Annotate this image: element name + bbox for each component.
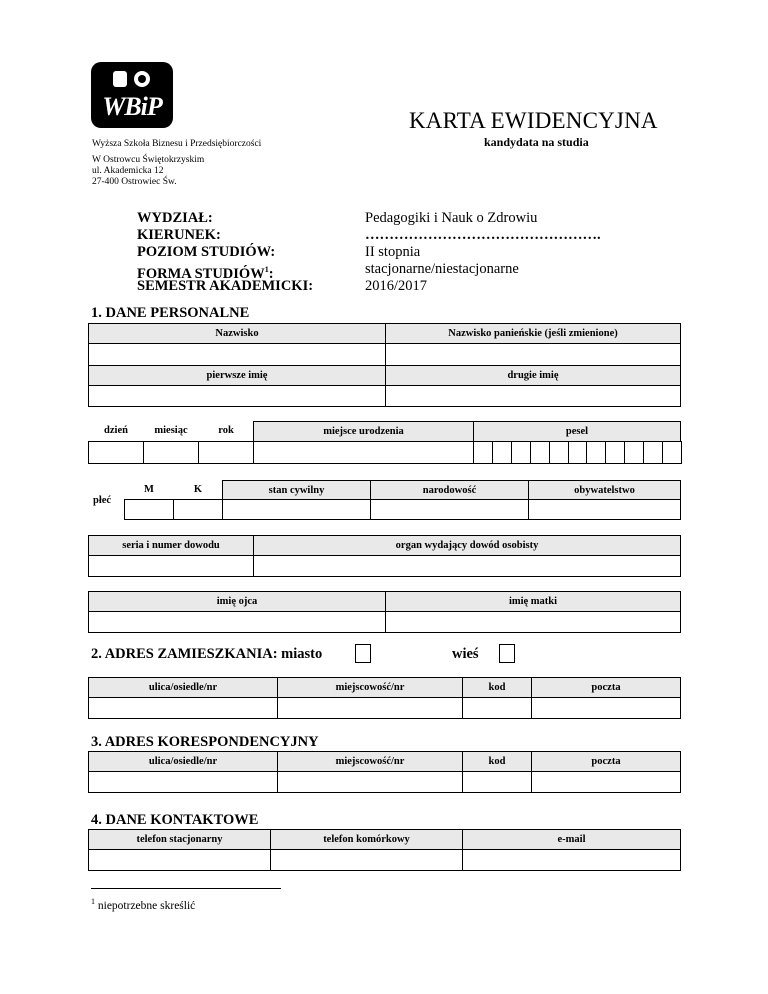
crest-icon	[109, 68, 155, 90]
post-office-header: poczta	[531, 677, 681, 698]
footnote	[91, 897, 195, 912]
corr-postcode-field[interactable]	[462, 771, 532, 793]
nationality-field[interactable]	[370, 499, 529, 520]
section-1-title: 1. DANE PERSONALNE	[91, 305, 250, 321]
faculty-value: Pedagogiki i Nauk o Zdrowiu	[365, 210, 538, 226]
year-header: rok	[218, 425, 234, 436]
major-value: ………………………………………….	[365, 227, 601, 243]
pesel-digit-box[interactable]	[473, 441, 493, 464]
pesel-digit-box[interactable]	[662, 441, 682, 464]
post-office-field[interactable]	[531, 697, 681, 719]
mobile-header: telefon komórkowy	[270, 829, 463, 850]
school-name: Wyższa Szkoła Biznesu i Przedsiębiorczości	[92, 139, 262, 149]
school-logo	[91, 62, 173, 128]
corr-street-field[interactable]	[88, 771, 278, 793]
id-number-field[interactable]	[88, 555, 254, 577]
id-issuer-field[interactable]	[253, 555, 681, 577]
postcode-field[interactable]	[462, 697, 532, 719]
id-number-header: seria i numer dowodu	[88, 535, 254, 556]
email-field[interactable]	[462, 849, 681, 871]
level-label: POZIOM STUDIÓW:	[137, 244, 276, 260]
semester-value: 2016/2017	[365, 278, 428, 294]
postcode-header: kod	[462, 677, 532, 698]
maiden-name-header: Nazwisko panieńskie (jeśli zmienione)	[385, 323, 681, 344]
citizenship-header: obywatelstwo	[528, 480, 681, 500]
section-3-title: 3. ADRES KORESPONDENCYJNY	[91, 734, 319, 750]
street-field[interactable]	[88, 697, 278, 719]
section-2-title: 2. ADRES ZAMIESZKANIA: miasto	[91, 646, 323, 662]
pesel-digit-box[interactable]	[492, 441, 512, 464]
mother-name-header: imię matki	[385, 591, 681, 612]
city-checkbox[interactable]	[355, 644, 371, 663]
pesel-digit-box[interactable]	[586, 441, 606, 464]
street-header: ulica/osiedle/nr	[88, 677, 278, 698]
level-value: II stopnia	[365, 244, 421, 260]
father-name-field[interactable]	[88, 611, 386, 633]
locality-header: miejscowość/nr	[277, 677, 463, 698]
form-value: stacjonarne/niestacjonarne	[365, 261, 519, 277]
pesel-digit-box[interactable]	[530, 441, 550, 464]
pesel-digit-box[interactable]	[643, 441, 663, 464]
footnote-divider	[91, 888, 281, 889]
page-subtitle: kandydata na studia	[484, 135, 589, 149]
semester-label: SEMESTR AKADEMICKI:	[137, 278, 314, 294]
female-header: K	[193, 484, 203, 495]
father-name-header: imię ojca	[88, 591, 386, 612]
pesel-digit-box[interactable]	[549, 441, 569, 464]
landline-header: telefon stacjonarny	[88, 829, 271, 850]
day-field[interactable]	[88, 441, 144, 464]
form-label-colon: :	[268, 265, 274, 282]
surname-field[interactable]	[88, 343, 386, 366]
pesel-header: pesel	[473, 421, 681, 442]
form-label-text: FORMA STUDIÓW	[137, 265, 265, 282]
female-checkbox[interactable]	[173, 499, 223, 520]
month-header: miesiąc	[154, 425, 188, 436]
first-name-field[interactable]	[88, 385, 386, 407]
male-checkbox[interactable]	[124, 499, 174, 520]
section-4-title: 4. DANE KONTAKTOWE	[91, 812, 259, 828]
pesel-digit-box[interactable]	[511, 441, 531, 464]
month-field[interactable]	[143, 441, 199, 464]
pesel-digit-box[interactable]	[568, 441, 587, 464]
marital-status-header: stan cywilny	[222, 480, 371, 500]
logo-text: WBiP	[102, 92, 162, 121]
address-line-2: ul. Akademicka 12	[92, 166, 164, 176]
corr-post-office-field[interactable]	[531, 771, 681, 793]
year-field[interactable]	[198, 441, 254, 464]
second-name-field[interactable]	[385, 385, 681, 407]
corr-locality-field[interactable]	[277, 771, 463, 793]
address-line-3: 27-400 Ostrowiec Św.	[92, 177, 177, 187]
footnote-ref: 1	[264, 265, 269, 274]
page-title: KARTA EWIDENCYJNA	[409, 108, 658, 133]
gender-label: płeć	[93, 495, 112, 506]
address-line-1: W Ostrowcu Świętokrzyskim	[92, 155, 205, 165]
nationality-header: narodowość	[370, 480, 529, 500]
footnote-mark: 1	[91, 897, 95, 906]
footnote-text: niepotrzebne skreślić	[95, 899, 196, 912]
birthplace-field[interactable]	[253, 441, 474, 464]
locality-field[interactable]	[277, 697, 463, 719]
second-name-header: drugie imię	[385, 365, 681, 386]
day-header: dzień	[104, 425, 128, 436]
male-header: M	[144, 484, 154, 495]
corr-postcode-header: kod	[462, 751, 532, 772]
citizenship-field[interactable]	[528, 499, 681, 520]
village-checkbox[interactable]	[499, 644, 515, 663]
maiden-name-field[interactable]	[385, 343, 681, 366]
pesel-digit-box[interactable]	[605, 441, 625, 464]
birthplace-header: miejsce urodzenia	[253, 421, 474, 442]
faculty-label: WYDZIAŁ:	[137, 210, 213, 226]
corr-locality-header: miejscowość/nr	[277, 751, 463, 772]
corr-post-office-header: poczta	[531, 751, 681, 772]
village-label: wieś	[452, 646, 479, 662]
corr-street-header: ulica/osiedle/nr	[88, 751, 278, 772]
pesel-digit-box[interactable]	[624, 441, 644, 464]
landline-field[interactable]	[88, 849, 271, 871]
marital-status-field[interactable]	[222, 499, 371, 520]
first-name-header: pierwsze imię	[88, 365, 386, 386]
major-label: KIERUNEK:	[137, 227, 221, 243]
email-header: e-mail	[462, 829, 681, 850]
id-issuer-header: organ wydający dowód osobisty	[253, 535, 681, 556]
surname-header: Nazwisko	[88, 323, 386, 344]
mother-name-field[interactable]	[385, 611, 681, 633]
mobile-field[interactable]	[270, 849, 463, 871]
